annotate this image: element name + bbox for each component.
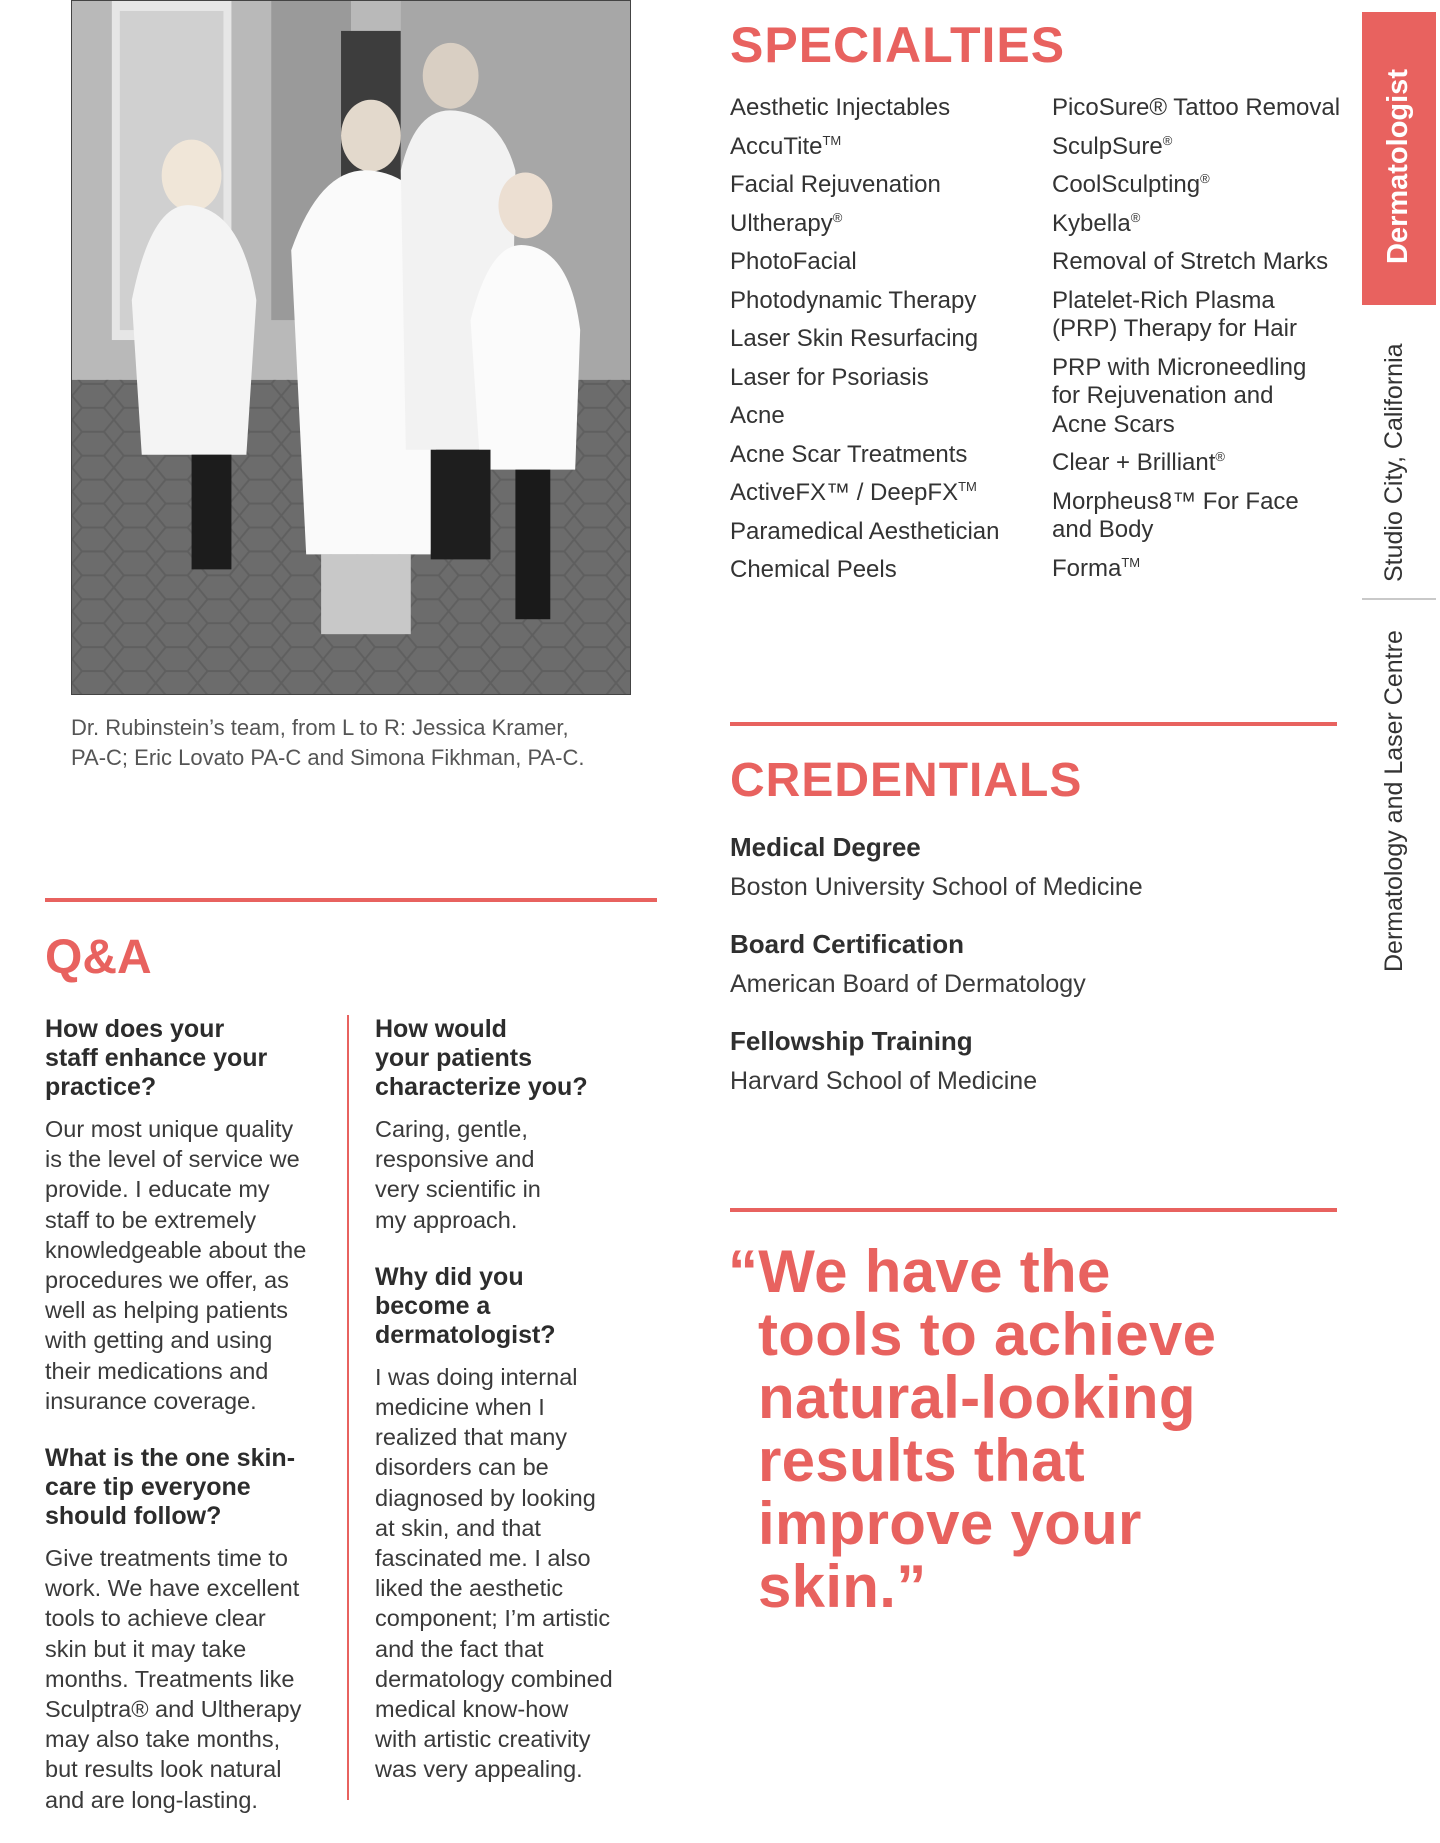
specialties-list-left xyxy=(730,94,1050,595)
specialty-item xyxy=(730,133,1050,162)
sidebar-divider xyxy=(1362,598,1436,600)
specialty-label: Laser Skin Resurfacing xyxy=(730,325,979,352)
specialty-line: Clear + Brilliant xyxy=(1052,449,1216,476)
qa-answer-line: skin but it may take xyxy=(45,1635,247,1662)
specialty-item xyxy=(1052,171,1352,200)
specialty-item xyxy=(730,441,1050,470)
qa-answer-line: may also take months, xyxy=(45,1726,281,1753)
specialty-item xyxy=(730,518,1050,547)
specialty-line: Forma xyxy=(1052,554,1122,582)
trademark-mark: TM xyxy=(1121,554,1141,570)
qa-question-line: What is the one skin- xyxy=(45,1444,296,1473)
specialty-label: Chemical Peels xyxy=(730,556,897,583)
credential-value: American Board of Dermatology xyxy=(730,970,1086,998)
qa-column-divider xyxy=(347,1015,349,1800)
credentials-heading: CREDENTIALS xyxy=(730,754,1083,807)
trademark-mark: ® xyxy=(1200,171,1210,186)
team-photo-illustration xyxy=(72,1,630,694)
specialty-item xyxy=(730,402,1050,431)
specialty-line: CoolSculpting xyxy=(1052,171,1201,198)
qa-answer-line: disorders can be xyxy=(375,1454,549,1481)
qa-question-line: dermatologist? xyxy=(375,1320,556,1349)
sidebar-location: Studio City, California xyxy=(1380,343,1408,582)
specialty-item xyxy=(1052,94,1352,123)
qa-question-line: Why did you xyxy=(375,1262,524,1291)
specialty-label: AccuTite xyxy=(730,132,823,160)
specialty-label: ActiveFX™ / DeepFX xyxy=(730,479,959,506)
qa-column-1 xyxy=(45,1015,330,1843)
specialty-line: (PRP) Therapy for Hair xyxy=(1052,315,1297,342)
qa-question-line: characterize you? xyxy=(375,1073,588,1101)
qa-answer-line: tools to achieve clear xyxy=(45,1605,266,1632)
specialty-item xyxy=(730,94,1050,123)
qa-question-line: How would xyxy=(375,1015,507,1043)
qa-answer-line: was very appealing. xyxy=(375,1756,583,1783)
qa-answer-line: realized that many xyxy=(375,1424,568,1451)
qa-answer-line: medical know-how xyxy=(375,1696,569,1723)
trademark-mark: ® xyxy=(832,209,843,225)
quote-line: skin.” xyxy=(758,1553,927,1620)
sidebar-tab-dermatologist xyxy=(1362,12,1436,305)
quote-divider xyxy=(730,1208,1337,1212)
qa-answer-line: procedures we offer, as xyxy=(45,1267,289,1294)
trademark-mark: ® xyxy=(1162,132,1173,148)
specialty-item xyxy=(730,364,1050,393)
specialty-label: Acne Scar Treatments xyxy=(730,440,968,468)
qa-question xyxy=(375,1015,645,1102)
qa-question-line: practice? xyxy=(45,1073,157,1101)
specialty-item xyxy=(730,210,1050,239)
specialty-label: Aesthetic Injectables xyxy=(730,94,951,121)
specialty-item xyxy=(1052,488,1352,545)
qa-answer-line: diagnosed by looking xyxy=(375,1484,596,1511)
specialty-line: Platelet-Rich Plasma xyxy=(1052,286,1275,314)
credentials-divider xyxy=(730,722,1337,726)
qa-divider xyxy=(45,898,657,902)
qa-answer-line: medicine when I xyxy=(375,1394,545,1421)
qa-answer-line: at skin, and that xyxy=(375,1514,541,1541)
credential-title: Board Certification xyxy=(730,929,965,959)
specialty-item xyxy=(1052,248,1352,277)
qa-question xyxy=(45,1015,330,1102)
quote-line: results that xyxy=(758,1427,1086,1494)
specialties-heading: SPECIALTIES xyxy=(730,17,1066,73)
caption-line: Dr. Rubinstein’s team, from L to R: Jessica Kramer, xyxy=(71,715,569,740)
qa-answer-line: with artistic creativity xyxy=(375,1726,591,1753)
team-photo xyxy=(71,0,631,695)
qa-answer-line: I was doing internal xyxy=(375,1363,578,1390)
specialty-item xyxy=(730,556,1050,585)
pull-quote xyxy=(728,1240,1288,1618)
qa-answer-line: provide. I educate my xyxy=(45,1176,270,1203)
specialties-list-right xyxy=(1052,94,1352,593)
qa-answer-line: with getting and using xyxy=(45,1327,273,1354)
caption-line: PA-C; Eric Lovato PA-C and Simona Fikhman, PA-C. xyxy=(71,745,585,770)
qa-answer-line: Our most unique quality xyxy=(45,1116,294,1142)
credentials-list xyxy=(730,831,1330,1122)
qa-answer-line: staff to be extremely xyxy=(45,1206,257,1233)
qa-heading: Q&A xyxy=(45,931,152,984)
specialty-line: Acne Scars xyxy=(1052,410,1175,438)
photo-caption xyxy=(71,713,651,773)
qa-answer-line: and the fact that xyxy=(375,1635,544,1662)
specialty-label: PhotoFacial xyxy=(730,248,857,275)
qa-answer xyxy=(375,1362,645,1785)
specialty-item xyxy=(1052,449,1352,478)
qa-answer xyxy=(45,1114,330,1416)
specialty-item xyxy=(1052,555,1352,584)
qa-answer-line: insurance coverage. xyxy=(45,1387,257,1414)
qa-answer-line: and are long-lasting. xyxy=(45,1786,258,1813)
qa-answer-line: very scientific in xyxy=(375,1176,541,1203)
qa-answer-line: my approach. xyxy=(375,1206,518,1233)
quote-line: improve your xyxy=(758,1490,1142,1557)
specialty-label: Acne xyxy=(730,402,785,429)
qa-answer-line: their medications and xyxy=(45,1357,269,1384)
qa-answer xyxy=(375,1114,645,1235)
qa-answer xyxy=(45,1543,330,1815)
qa-column-2 xyxy=(375,1015,645,1813)
credential-title: Fellowship Training xyxy=(730,1026,973,1056)
qa-question xyxy=(375,1263,645,1350)
qa-answer-line: Sculptra® and Ultherapy xyxy=(45,1696,302,1723)
qa-answer-line: knowledgeable about the xyxy=(45,1236,307,1263)
trademark-mark: ® xyxy=(1215,449,1225,464)
specialty-item xyxy=(1052,287,1352,344)
qa-answer-line: well as helping patients xyxy=(45,1297,288,1324)
qa-answer-line: responsive and xyxy=(375,1146,535,1173)
qa-answer-line: months. Treatments like xyxy=(45,1665,295,1692)
quote-line: “We have the xyxy=(728,1238,1111,1305)
specialty-line: PRP with Microneedling xyxy=(1052,353,1307,381)
specialty-label: Facial Rejuvenation xyxy=(730,171,941,198)
specialty-line: Kybella xyxy=(1052,209,1131,237)
credential-title: Medical Degree xyxy=(730,832,921,862)
qa-question-line: care tip everyone xyxy=(45,1473,251,1502)
qa-answer-line: but results look natural xyxy=(45,1756,282,1783)
specialty-line: and Body xyxy=(1052,516,1154,543)
specialty-label: Laser for Psoriasis xyxy=(730,363,929,391)
specialty-line: PicoSure® Tattoo Removal xyxy=(1052,94,1341,121)
trademark-mark: TM xyxy=(822,132,842,148)
specialty-line: Removal of Stretch Marks xyxy=(1052,248,1329,275)
qa-question-line: How does your xyxy=(45,1015,225,1043)
qa-answer-line: liked the aesthetic xyxy=(375,1575,564,1602)
qa-question-line: staff enhance your xyxy=(45,1044,268,1072)
qa-answer-line: is the level of service we xyxy=(45,1146,300,1173)
specialty-line: Morpheus8™ For Face xyxy=(1052,487,1299,515)
specialty-item xyxy=(730,248,1050,277)
trademark-mark: ® xyxy=(1130,209,1141,225)
qa-question-line: your patients xyxy=(375,1044,532,1072)
specialty-item xyxy=(730,287,1050,316)
specialty-item xyxy=(730,479,1050,508)
qa-answer-line: dermatology combined xyxy=(375,1665,613,1692)
qa-answer-line: Give treatments time to xyxy=(45,1545,288,1572)
qa-answer-line: fascinated me. I also xyxy=(375,1545,591,1572)
sidebar-category: Dermatologist xyxy=(1382,69,1414,264)
specialty-label: Photodynamic Therapy xyxy=(730,286,977,314)
qa-question-line: become a xyxy=(375,1291,491,1320)
specialty-item xyxy=(1052,133,1352,162)
quote-line: natural-looking xyxy=(758,1364,1196,1431)
specialty-label: Ultherapy xyxy=(730,209,833,237)
qa-question xyxy=(45,1444,330,1531)
specialty-item xyxy=(1052,354,1352,440)
qa-question-line: should follow? xyxy=(45,1502,222,1531)
credential-value: Boston University School of Medicine xyxy=(730,873,1143,901)
specialty-line: for Rejuvenation and xyxy=(1052,382,1274,409)
quote-line: tools to achieve xyxy=(758,1301,1217,1368)
trademark-mark: TM xyxy=(958,479,977,494)
sidebar-practice: Dermatology and Laser Centre xyxy=(1380,630,1408,972)
specialty-item xyxy=(730,171,1050,200)
qa-answer-line: Caring, gentle, xyxy=(375,1116,528,1142)
qa-answer-line: work. We have excellent xyxy=(45,1575,300,1602)
qa-answer-line: component; I’m artistic xyxy=(375,1605,611,1632)
credential-value: Harvard School of Medicine xyxy=(730,1067,1038,1095)
specialty-item xyxy=(730,325,1050,354)
specialty-line: SculpSure xyxy=(1052,132,1163,160)
specialty-label: Paramedical Aesthetician xyxy=(730,517,1000,545)
specialty-item xyxy=(1052,210,1352,239)
